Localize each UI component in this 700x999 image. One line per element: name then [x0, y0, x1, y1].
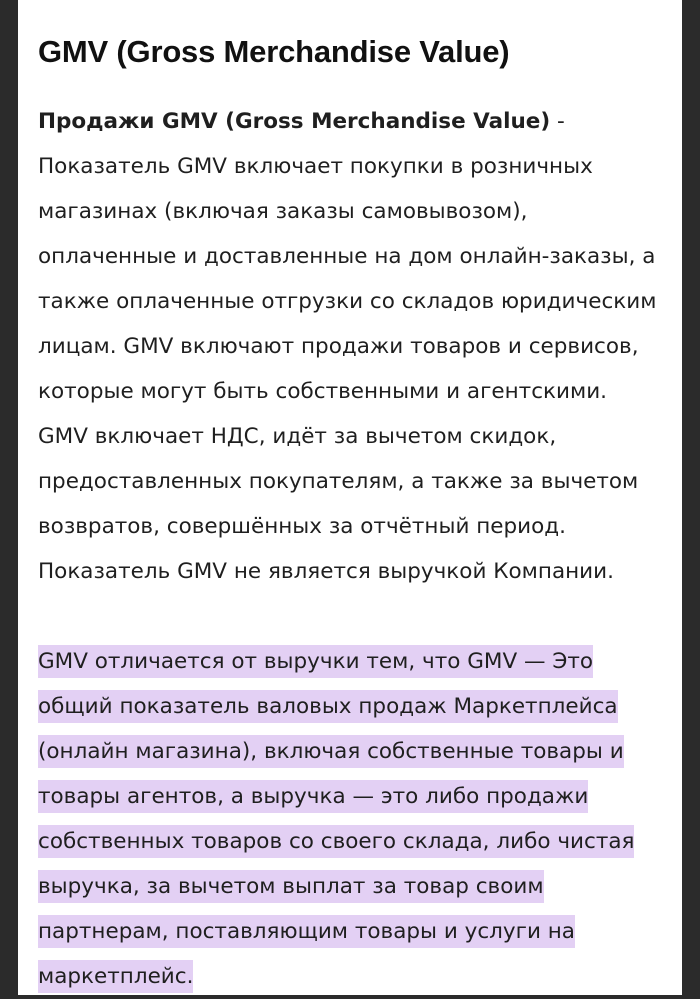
definition-separator: -: [550, 109, 565, 134]
definition-paragraph: [38, 99, 662, 594]
highlighted-text: GMV отличается от выручки тем, что GMV — Это общий показатель валовых продаж Маркетплейса (онлайн магазина), включая собственные товары и товары агентов, а выручка — это либо продажи собственных товаров со своего склада, либо чистая выручка, за вычетом выплат за товар своим партнерам, поставляющим товары и услуги на маркетплейс.: [38, 645, 634, 993]
definition-text: Показатель GMV включает покупки в розничных магазинах (включая заказы самовывозом), оплаченные и доставленные на дом онлайн-заказы, а также оплаченные отгрузки со складов юридическим лицам. GMV включают продажи товаров и сервисов, которые могут быть собственными и агентскими. GMV включает НДС, идёт за вычетом скидок, предоставленных покупателям, а также за вычетом возвратов, совершённых за отчётный период. Показатель GMV не является выручкой Компании.: [38, 154, 657, 584]
article-page: [18, 0, 682, 995]
highlighted-paragraph: [38, 639, 662, 999]
definition-term: Продажи GMV (Gross Merchandise Value): [38, 109, 551, 134]
article-title: GMV (Gross Merchandise Value): [38, 34, 510, 69]
